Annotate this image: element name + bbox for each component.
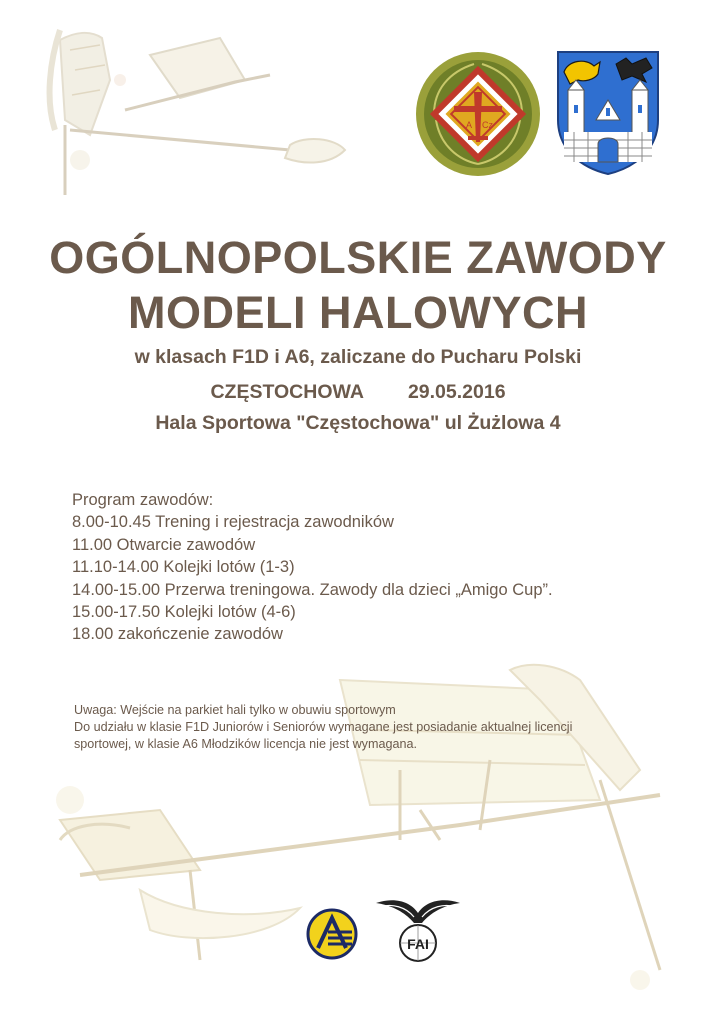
notice-line: Uwaga: Wejście na parkiet hali tylko w obuwiu sportowym	[74, 703, 396, 717]
fai-logo	[374, 893, 462, 965]
event-city: CZĘSTOCHOWA	[210, 381, 364, 403]
poster-title-line-1: OGÓLNOPOLSKIE ZAWODY	[49, 232, 667, 283]
event-date: 29.05.2016	[407, 381, 506, 403]
airplane-sketch-bottom	[40, 640, 690, 1020]
notice-section	[74, 702, 674, 753]
program-item: 14.00-15.00 Przerwa treningowa. Zawody dla dzieci „Amigo Cup”.	[72, 580, 553, 599]
club-badge-letter-a: A	[466, 120, 473, 130]
city-coat-of-arms	[556, 50, 660, 176]
program-item: 18.00 zakończenie zawodów	[72, 625, 283, 644]
club-badge-logo	[414, 50, 542, 178]
club-badge-letter-cz: Cz	[482, 120, 493, 130]
fai-logo-text: FAI	[407, 936, 429, 952]
program-item: 8.00-10.45 Trening i rejestracja zawodników	[72, 513, 394, 532]
program-item: 11.00 Otwarcie zawodów	[72, 535, 256, 554]
notice-line: sportowej, w klasie A6 Młodzików licencja nie jest wymagana.	[74, 737, 417, 751]
event-city-date	[0, 381, 716, 404]
program-section	[72, 489, 553, 646]
airplane-sketch-top	[30, 20, 390, 210]
notice-line: Do udziału w klasie F1D Juniorów i Seniorów wymagane jest posiadanie aktualnej licencji	[74, 720, 573, 734]
aeroklub-logo	[306, 908, 358, 960]
poster-title-line-2: MODELI HALOWYCH	[128, 287, 588, 338]
poster-subtitle: w klasach F1D i A6, zaliczane do Pucharu Polski	[134, 346, 582, 368]
program-item: 15.00-17.50 Kolejki lotów (4-6)	[72, 603, 296, 622]
event-venue: Hala Sportowa "Częstochowa" ul Żużlowa 4	[155, 412, 561, 434]
program-item: 11.10-14.00 Kolejki lotów (1-3)	[72, 558, 295, 577]
program-heading: Program zawodów:	[72, 491, 214, 509]
